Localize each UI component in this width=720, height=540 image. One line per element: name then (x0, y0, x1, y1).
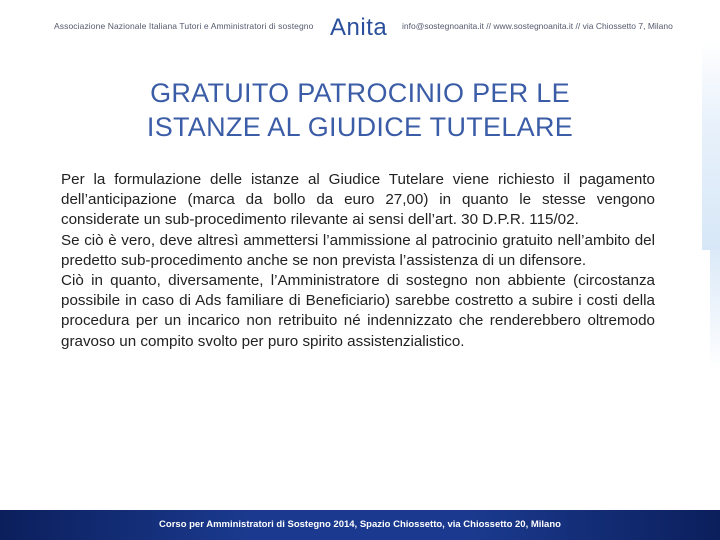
paragraph-1: Per la formulazione delle istanze al Giudice Tutelare viene richiesto il pagamento dell’anticipazione (marca da bollo da euro 27,00) in quanto le stesse vengono considerate un sub-procedimento rilevante ai sensi dell’art. 30 D.P.R. 115/02. (61, 171, 655, 229)
slide-title (60, 76, 660, 144)
contact-info: info@sostegnoanita.it // www.sostegnoanita.it // via Chiossetto 7, Milano (402, 21, 673, 31)
title-line-2: ISTANZE AL GIUDICE TUTELARE (146, 112, 574, 142)
footer-text: Corso per Amministratori di Sostegno 2014, Spazio Chiossetto, via Chiossetto 20, Milano (159, 519, 561, 530)
slide-footer (0, 510, 720, 540)
slide-body (61, 170, 655, 352)
association-name: Associazione Nazionale Italiana Tutori e Amministratori di sostegno (54, 21, 314, 31)
side-decoration-lower (710, 250, 720, 370)
side-decoration (702, 40, 720, 250)
paragraph-2: Se ciò è vero, deve altresì ammettersi l’ammissione al patrocinio gratuito nell’ambito del predetto sub-procedimento anche se non prevista l’assistenza di un difensore. (61, 231, 655, 269)
anita-logo: Anita (330, 14, 388, 41)
paragraph-3: Ciò in quanto, diversamente, l’Amministratore di sostegno non abbiente (circostanza possibile in caso di Ads familiare di Beneficiario) sarebbe costretto a subire i costi della procedura per un incarico non retribuito né indennizzato che renderebbero oltremodo gravoso un compito svolto per puro spirito assistenzialistico. (61, 272, 655, 350)
slide-header (0, 12, 720, 46)
title-line-1: GRATUITO PATROCINIO PER LE (150, 78, 570, 108)
